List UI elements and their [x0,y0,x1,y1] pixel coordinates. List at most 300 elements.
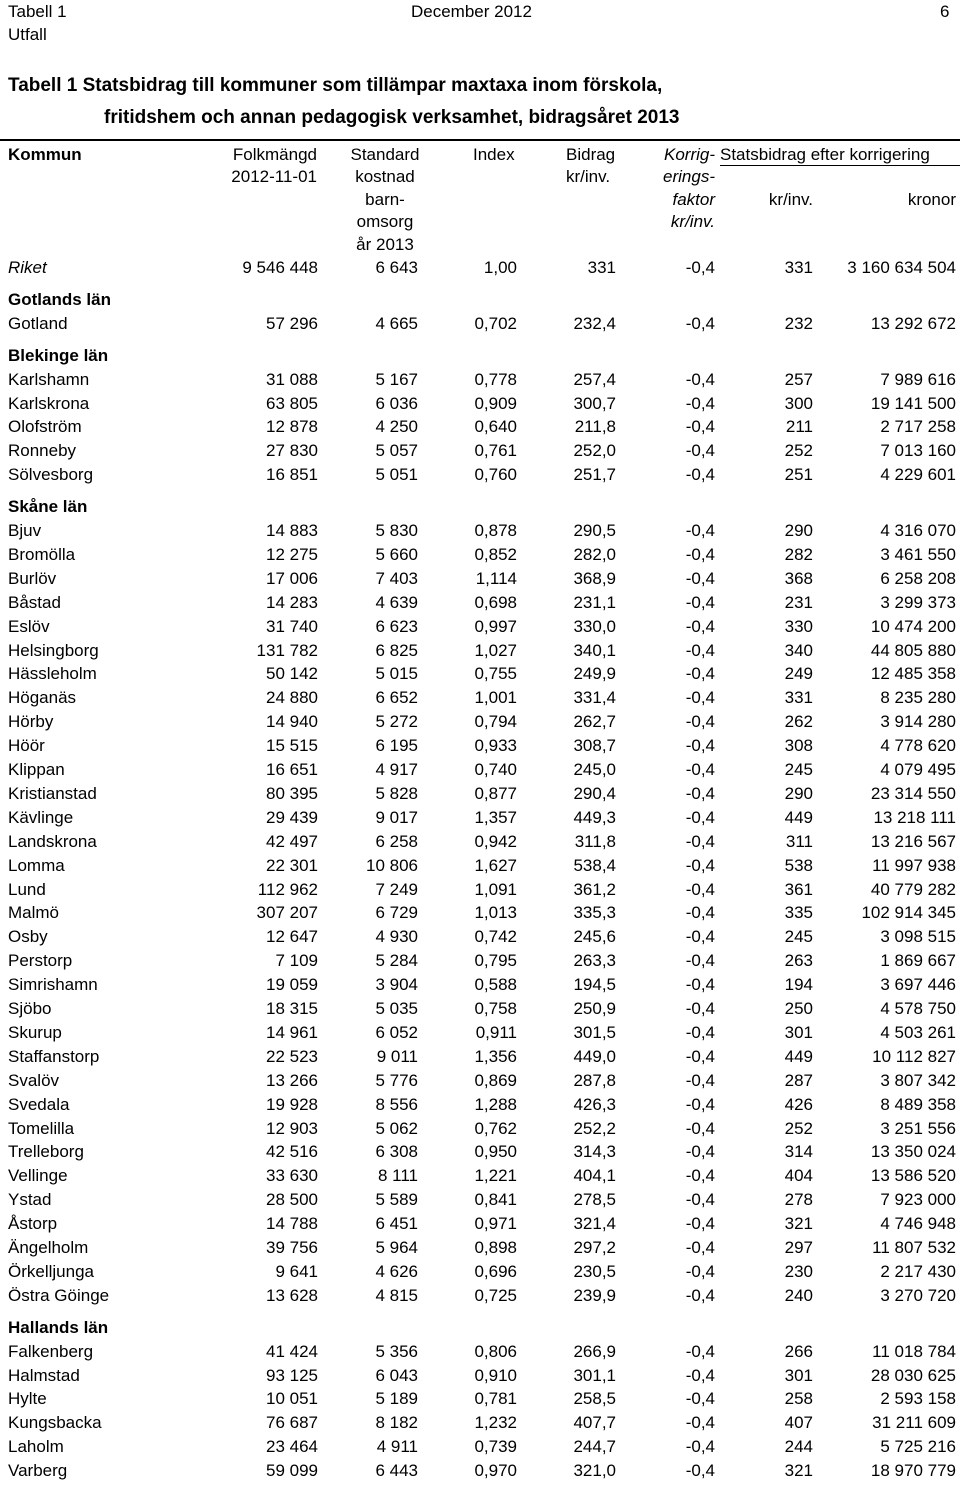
cell-korrigeringsfaktor: -0,4 [685,544,715,564]
cell-kommun: Svalöv [8,1070,60,1090]
cell-bidrag: 311,8 [574,831,616,851]
col-header-statsbidrag-kronor: kronor [907,190,956,209]
cell-statsbidrag-kronor: 3 697 446 [880,975,956,995]
cell-index: 0,795 [474,951,517,971]
cell-statsbidrag-krinv: 314 [784,1142,813,1162]
cell-statsbidrag-kronor: 13 350 024 [870,1142,956,1162]
cell-kommun: Höganäs [8,688,77,708]
cell-korrigeringsfaktor: -0,4 [685,1461,715,1481]
cell-statsbidrag-krinv: 426 [784,1094,813,1114]
cell-korrigeringsfaktor: -0,4 [685,855,715,875]
cell-statsbidrag-kronor: 7 923 000 [880,1190,956,1210]
cell-statsbidrag-kronor: 4 316 070 [880,521,956,540]
cell-bidrag: 244,7 [573,1437,616,1457]
cell-index: 0,702 [474,313,517,333]
cell-kommun: Båstad [8,592,61,612]
cell-bidrag: 404,1 [573,1166,616,1186]
cell-statsbidrag-kronor: 13 216 567 [870,831,956,851]
cell-korrigeringsfaktor: -0,4 [685,1118,715,1138]
cell-korrigeringsfaktor: -0,4 [685,760,715,779]
cell-statsbidrag-krinv: 230 [784,1261,813,1281]
table-row [0,830,960,854]
cell-statsbidrag-kronor: 10 112 827 [872,1046,956,1066]
cell-kommun: Falkenberg [8,1341,94,1361]
cell-standardkostnad: 4 930 [375,927,418,947]
table-row [0,519,960,543]
cell-kommun: Landskrona [8,831,97,851]
cell-statsbidrag-kronor: 4 778 620 [880,736,956,756]
cell-kommun: Gotland [8,313,68,333]
cell-folkmangd: 28 500 [266,1190,318,1210]
cell-bidrag: 231,1 [573,592,616,612]
cell-index: 0,698 [474,592,517,612]
cell-standardkostnad: 6 308 [375,1142,418,1162]
cell-index: 1,114 [475,568,517,588]
cell-folkmangd: 10 051 [266,1389,318,1409]
table-row [0,1387,960,1411]
cell-index: 0,942 [474,831,517,851]
col-header-folkmangd: Folkmängd [232,145,317,164]
cell-korrigeringsfaktor: -0,4 [685,1142,715,1162]
cell-index: 1,027 [474,640,517,660]
cell-standardkostnad: 6 052 [375,1022,418,1042]
cell-folkmangd: 29 439 [266,807,318,827]
cell-index: 0,878 [474,521,517,540]
cell-index: 0,740 [474,760,517,779]
cell-korrigeringsfaktor: -0,4 [685,927,715,947]
cell-folkmangd: 42 516 [266,1142,318,1162]
col-header-korrig: Korrig- [663,145,715,164]
table-row [0,1093,960,1117]
table-row [0,901,960,925]
cell-kommun: Tomelilla [8,1118,75,1138]
cell-folkmangd: 16 651 [266,760,318,779]
cell-statsbidrag-krinv: 538 [784,855,813,875]
cell-statsbidrag-kronor: 102 914 345 [861,903,956,923]
cell-korrigeringsfaktor: -0,4 [685,441,715,461]
table-row [0,1459,960,1483]
cell-kommun: Sjöbo [8,999,52,1018]
cell-statsbidrag-kronor: 7 013 160 [880,441,956,461]
col-header-folkmangd-date: 2012-11-01 [231,167,317,186]
cell-korrigeringsfaktor: -0,4 [685,951,715,971]
cell-statsbidrag-kronor: 3 098 515 [880,927,956,947]
cell-statsbidrag-krinv: 245 [784,760,813,779]
cell-korrigeringsfaktor: -0,4 [685,1190,715,1210]
cell-statsbidrag-krinv: 252 [784,441,813,461]
cell-kommun: Bromölla [8,544,76,564]
cell-korrigeringsfaktor: -0,4 [685,568,715,588]
cell-korrigeringsfaktor: -0,4 [685,736,715,756]
cell-statsbidrag-kronor: 28 030 625 [870,1365,956,1385]
section-heading [0,495,960,519]
cell-statsbidrag-krinv: 244 [784,1437,813,1457]
cell-kommun: Burlöv [8,568,57,588]
cell-statsbidrag-kronor: 4 503 261 [880,1022,956,1042]
cell-statsbidrag-krinv: 449 [784,807,813,827]
cell-statsbidrag-krinv: 232 [784,313,813,333]
table-row [0,710,960,734]
cell-standardkostnad: 8 556 [375,1094,418,1114]
cell-korrigeringsfaktor: -0,4 [685,664,715,684]
cell-bidrag: 300,7 [573,393,616,413]
cell-folkmangd: 57 296 [266,313,318,333]
cell-statsbidrag-kronor: 10 474 200 [870,616,956,636]
cell-bidrag: 278,5 [573,1190,616,1210]
cell-statsbidrag-krinv: 245 [784,927,813,947]
cell-index: 0,781 [474,1389,517,1409]
cell-statsbidrag-kronor: 2 593 158 [880,1389,956,1409]
section-heading-label: Skåne län [8,497,88,517]
cell-statsbidrag-kronor: 1 869 667 [880,951,956,971]
cell-bidrag: 538,4 [573,855,616,875]
cell-korrigeringsfaktor: -0,4 [685,616,715,636]
cell-bidrag: 330,0 [573,616,616,636]
cell-standardkostnad: 8 111 [377,1166,418,1186]
cell-statsbidrag-kronor: 6 258 208 [880,568,956,588]
page-header-sub: Utfall [8,25,47,44]
table-row [0,949,960,973]
table-row [0,782,960,806]
cell-folkmangd: 14 940 [266,712,318,732]
cell-folkmangd: 63 805 [266,393,318,413]
cell-index: 0,997 [474,616,517,636]
cell-index: 0,760 [474,465,517,485]
cell-kommun: Perstorp [8,951,73,971]
cell-korrigeringsfaktor: -0,4 [685,688,715,708]
cell-statsbidrag-kronor: 8 235 280 [880,688,956,708]
cell-folkmangd: 39 756 [266,1238,318,1257]
cell-bidrag: 211,8 [574,417,616,437]
cell-korrigeringsfaktor: -0,4 [685,1070,715,1090]
cell-folkmangd: 12 647 [266,927,318,947]
cell-index: 0,910 [474,1365,517,1385]
table-row [0,567,960,591]
cell-index: 0,758 [474,999,517,1018]
col-header-bidrag-unit: kr/inv. [566,167,611,186]
cell-korrigeringsfaktor: -0,4 [685,1285,715,1305]
table-row [0,973,960,997]
cell-bidrag: 250,9 [573,999,616,1018]
cell-folkmangd: 19 928 [266,1094,318,1114]
cell-standardkostnad: 4 250 [375,417,418,437]
cell-index: 0,898 [474,1238,517,1257]
page-header-date: December 2012 [411,2,532,21]
cell-statsbidrag-krinv: 257 [784,369,813,389]
col-header-standard-3: barn- [365,190,405,209]
table-row [0,925,960,949]
cell-bidrag: 297,2 [573,1238,616,1257]
cell-index: 1,232 [474,1413,517,1433]
cell-kommun: Helsingborg [8,640,99,660]
cell-bidrag: 407,7 [573,1413,616,1433]
cell-kommun: Svedala [8,1094,70,1114]
cell-statsbidrag-kronor: 40 779 282 [870,879,956,899]
table-row [0,1117,960,1141]
cell-index: 0,970 [474,1461,517,1481]
cell-korrigeringsfaktor: -0,4 [685,1238,715,1257]
cell-statsbidrag-krinv: 287 [784,1070,813,1090]
cell-kommun: Vellinge [8,1166,68,1186]
cell-statsbidrag-kronor: 19 141 500 [870,393,956,413]
cell-bidrag: 252,2 [573,1118,616,1138]
cell-bidrag: 308,7 [573,736,616,756]
cell-bidrag: 245,6 [573,927,616,947]
cell-bidrag: 263,3 [573,951,616,971]
cell-bidrag: 340,1 [573,640,616,660]
table-row [0,1340,960,1364]
cell-korrigeringsfaktor: -0,4 [685,975,715,995]
cell-bidrag: 258,5 [573,1389,616,1409]
cell-bidrag: 245,0 [573,760,616,779]
cell-standardkostnad: 5 776 [375,1070,418,1090]
cell-standardkostnad: 6 652 [375,688,418,708]
cell-folkmangd: 22 523 [266,1046,318,1066]
cell-bidrag: 321,4 [573,1214,616,1234]
cell-bidrag: 249,9 [573,664,616,684]
cell-statsbidrag-krinv: 330 [784,616,813,636]
cell-korrigeringsfaktor: -0,4 [685,1341,715,1361]
cell-bidrag: 361,2 [573,879,616,899]
cell-statsbidrag-kronor: 4 229 601 [880,465,956,485]
cell-korrigeringsfaktor: -0,4 [685,1214,715,1234]
cell-bidrag: 331 [587,258,616,277]
cell-korrigeringsfaktor: -0,4 [685,1437,715,1457]
cell-statsbidrag-krinv: 449 [784,1046,813,1066]
cell-statsbidrag-krinv: 311 [785,831,813,851]
table-row [0,997,960,1021]
table-row [0,392,960,416]
cell-bidrag: 232,4 [573,313,616,333]
cell-statsbidrag-kronor: 3 270 720 [880,1285,956,1305]
cell-standardkostnad: 5 057 [375,441,418,461]
cell-kommun: Åstorp [8,1214,58,1234]
cell-kommun: Halmstad [8,1365,80,1385]
cell-folkmangd: 59 099 [266,1461,318,1481]
cell-folkmangd: 18 315 [266,999,318,1018]
cell-statsbidrag-kronor: 7 989 616 [880,369,956,389]
cell-index: 0,761 [474,441,517,461]
table-row [0,543,960,567]
table-row [0,439,960,463]
cell-index: 0,852 [474,544,517,564]
cell-kommun: Kristianstad [8,783,97,803]
cell-statsbidrag-krinv: 331 [784,258,813,277]
cell-index: 0,755 [474,664,517,684]
table-row [0,591,960,615]
cell-kommun: Riket [8,258,47,277]
cell-statsbidrag-krinv: 251 [784,465,813,485]
table-row [0,662,960,686]
cell-statsbidrag-krinv: 262 [784,712,813,732]
cell-bidrag: 252,0 [573,441,616,461]
cell-folkmangd: 14 788 [266,1214,318,1234]
cell-statsbidrag-krinv: 361 [784,879,813,899]
cell-statsbidrag-krinv: 300 [784,393,813,413]
cell-index: 1,013 [474,903,517,923]
cell-folkmangd: 9 641 [275,1261,318,1281]
section-heading [0,1316,960,1340]
cell-index: 0,909 [474,393,517,413]
cell-kommun: Malmö [8,903,60,923]
cell-kommun: Klippan [8,760,65,779]
cell-standardkostnad: 6 643 [375,258,418,277]
cell-statsbidrag-krinv: 266 [784,1341,813,1361]
cell-statsbidrag-kronor: 3 914 280 [880,712,956,732]
cell-kommun: Hässleholm [8,664,97,684]
table-row [0,686,960,710]
cell-bidrag: 266,9 [573,1341,616,1361]
cell-statsbidrag-krinv: 340 [784,640,813,660]
cell-kommun: Höör [8,736,45,756]
cell-korrigeringsfaktor: -0,4 [685,1389,715,1409]
cell-folkmangd: 22 301 [266,855,318,875]
header-top-rule [0,139,960,141]
cell-standardkostnad: 5 015 [375,664,418,684]
cell-statsbidrag-krinv: 321 [784,1461,813,1481]
cell-folkmangd: 41 424 [266,1341,318,1361]
cell-statsbidrag-kronor: 11 997 938 [872,855,956,875]
cell-statsbidrag-krinv: 250 [784,999,813,1018]
cell-statsbidrag-kronor: 44 805 880 [870,640,956,660]
cell-statsbidrag-krinv: 368 [784,568,813,588]
cell-index: 0,696 [474,1261,517,1281]
cell-statsbidrag-krinv: 282 [784,544,813,564]
cell-standardkostnad: 6 443 [375,1461,418,1481]
cell-standardkostnad: 6 258 [375,831,418,851]
col-header-standard-4: omsorg [356,212,414,231]
cell-statsbidrag-krinv: 258 [784,1389,813,1409]
cell-folkmangd: 31 740 [266,616,318,636]
cell-korrigeringsfaktor: -0,4 [685,831,715,851]
cell-statsbidrag-krinv: 301 [784,1365,813,1385]
cell-bidrag: 449,3 [573,807,616,827]
page-number: 6 [940,2,950,21]
cell-statsbidrag-kronor: 3 461 550 [880,544,956,564]
cell-korrigeringsfaktor: -0,4 [685,465,715,485]
cell-folkmangd: 16 851 [266,465,318,485]
table-row [0,1188,960,1212]
cell-korrigeringsfaktor: -0,4 [685,521,715,540]
cell-folkmangd: 13 266 [266,1070,318,1090]
cell-statsbidrag-kronor: 13 292 672 [870,313,956,333]
col-header-bidrag: Bidrag [566,145,616,164]
cell-statsbidrag-krinv: 290 [784,783,813,803]
cell-folkmangd: 31 088 [266,369,318,389]
cell-bidrag: 230,5 [573,1261,616,1281]
cell-index: 0,933 [474,736,517,756]
cell-korrigeringsfaktor: -0,4 [685,258,715,277]
table-row [0,1284,960,1308]
cell-index: 0,762 [474,1118,517,1138]
cell-kommun: Varberg [8,1461,68,1481]
cell-kommun: Bjuv [8,521,42,540]
cell-kommun: Ronneby [8,441,77,461]
cell-standardkostnad: 6 043 [375,1365,418,1385]
cell-bidrag: 426,3 [573,1094,616,1114]
table-row [0,1411,960,1435]
section-heading-label: Hallands län [8,1317,109,1337]
table-row [0,1435,960,1459]
table-row [0,806,960,830]
cell-folkmangd: 307 207 [256,903,318,923]
cell-statsbidrag-kronor: 2 717 258 [880,417,956,437]
cell-index: 1,627 [474,855,517,875]
cell-kommun: Ängelholm [8,1238,89,1257]
col-header-korrig-4: kr/inv. [670,212,715,231]
cell-statsbidrag-kronor: 12 485 358 [870,664,956,684]
cell-bidrag: 251,7 [573,465,616,485]
section-heading-label: Gotlands län [8,289,111,309]
cell-standardkostnad: 4 639 [375,592,418,612]
cell-standardkostnad: 5 284 [375,951,418,971]
col-header-kommun: Kommun [8,145,82,164]
cell-statsbidrag-krinv: 263 [784,951,813,971]
cell-folkmangd: 80 395 [266,783,318,803]
cell-statsbidrag-kronor: 11 807 532 [872,1238,956,1257]
cell-statsbidrag-krinv: 211 [785,417,813,437]
cell-bidrag: 194,5 [573,975,616,995]
col-header-korrig-3: faktor [672,190,715,209]
cell-standardkostnad: 5 035 [375,999,418,1018]
cell-korrigeringsfaktor: -0,4 [685,592,715,612]
cell-kommun: Hylte [8,1389,47,1409]
table-row [0,312,960,336]
cell-korrigeringsfaktor: -0,4 [685,417,715,437]
cell-standardkostnad: 5 167 [375,369,418,389]
cell-statsbidrag-krinv: 331 [784,688,813,708]
cell-kommun: Osby [8,927,48,947]
cell-statsbidrag-kronor: 3 251 556 [880,1118,956,1138]
cell-kommun: Hörby [8,712,54,732]
cell-statsbidrag-kronor: 18 970 779 [870,1461,956,1481]
cell-index: 0,806 [474,1341,517,1361]
table-row [0,1236,960,1260]
cell-standardkostnad: 10 806 [366,855,418,875]
cell-folkmangd: 14 283 [266,592,318,612]
cell-statsbidrag-krinv: 335 [784,903,813,923]
cell-index: 0,971 [474,1214,517,1234]
cell-standardkostnad: 5 189 [375,1389,418,1409]
cell-folkmangd: 12 903 [266,1118,318,1138]
table-title-line-1: Tabell 1 Statsbidrag till kommuner som tillämpar maxtaxa inom förskola, [8,75,663,96]
cell-kommun: Eslöv [8,616,50,636]
cell-bidrag: 301,1 [573,1365,616,1385]
table-row [0,1045,960,1069]
cell-kommun: Karlskrona [8,393,90,413]
cell-standardkostnad: 5 356 [375,1341,418,1361]
cell-korrigeringsfaktor: -0,4 [685,313,715,333]
cell-kommun: Skurup [8,1022,62,1042]
cell-korrigeringsfaktor: -0,4 [685,640,715,660]
table-row [0,1164,960,1188]
cell-statsbidrag-krinv: 252 [784,1118,813,1138]
cell-statsbidrag-krinv: 321 [784,1214,813,1234]
cell-index: 0,911 [475,1022,517,1042]
cell-kommun: Östra Göinge [8,1285,110,1305]
cell-standardkostnad: 5 272 [375,712,418,732]
cell-bidrag: 331,4 [573,688,616,708]
cell-statsbidrag-krinv: 240 [784,1285,813,1305]
cell-kommun: Olofström [8,417,82,437]
cell-index: 1,001 [474,688,517,708]
cell-index: 0,869 [474,1070,517,1090]
cell-standardkostnad: 8 182 [375,1413,418,1433]
cell-folkmangd: 33 630 [266,1166,318,1186]
cell-standardkostnad: 7 249 [375,879,418,899]
cell-kommun: Sölvesborg [8,465,94,485]
col-header-index: Index [473,145,515,164]
